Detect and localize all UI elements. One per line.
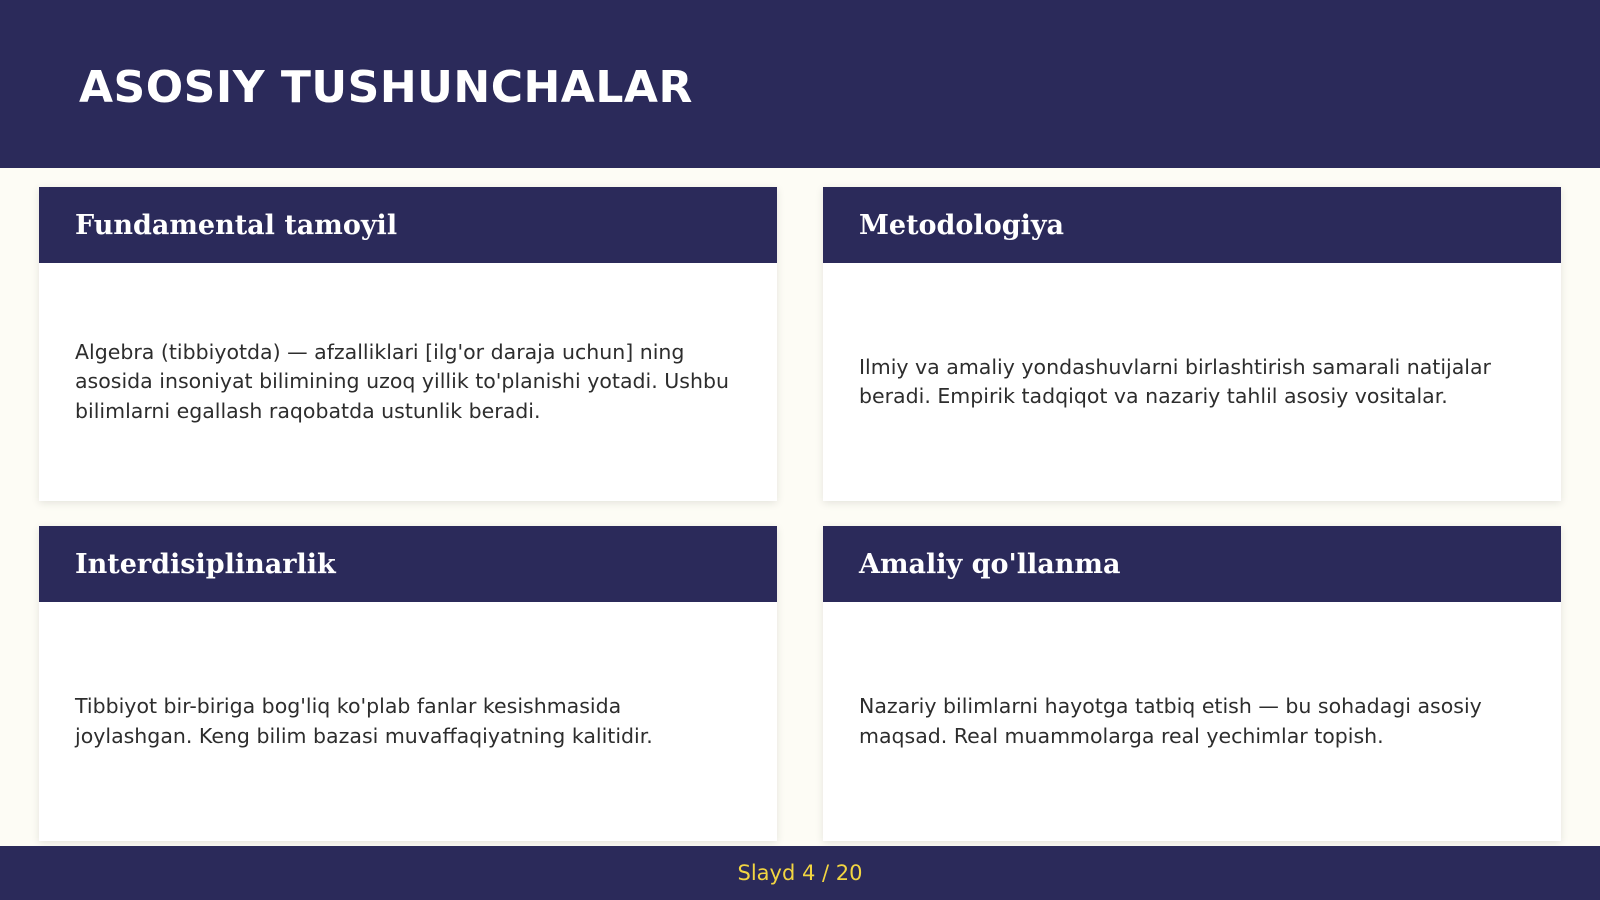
card-interdisiplinarlik [39,526,777,841]
card-text: Nazariy bilimlarni hayotga tatbiq etish — bu sohadagi asosiy maqsad. Real muammolarga real yechimlar topish. [859,694,1482,748]
slide-counter: Slayd 4 / 20 [737,861,863,885]
card-body [823,602,1561,841]
slide-header [0,0,1600,168]
card-body [39,602,777,841]
card-header [39,526,777,602]
card-body [823,263,1561,501]
card-text: Algebra (tibbiyotda) — afzalliklari [ilg'or daraja uchun] ning asosida insoniyat bilimining uzoq yillik to'planishi yotadi. Ushbu bilimlarni egallash raqobatda ustunlik beradi. [75,339,729,423]
card-text: Tibbiyot bir-biriga bog'liq ko'plab fanlar kesishmasida joylashgan. Keng bilim bazasi muvaffaqiyatning kalitidir. [75,694,653,748]
card-amaliy-qollanma [823,526,1561,841]
card-title: Metodologiya [859,209,1065,241]
card-title: Interdisiplinarlik [75,548,336,580]
card-body [39,263,777,501]
card-header [823,187,1561,263]
card-text: Ilmiy va amaliy yondashuvlarni birlashtirish samarali natijalar beradi. Empirik tadqiqot va nazariy tahlil asosiy vositalar. [859,354,1491,408]
slide-title: ASOSIY TUSHUNCHALAR [79,62,693,113]
card-title: Fundamental tamoyil [75,209,398,241]
card-fundamental-tamoyil [39,187,777,501]
card-header [39,187,777,263]
card-header [823,526,1561,602]
slide-footer [0,846,1600,900]
card-metodologiya [823,187,1561,501]
card-title: Amaliy qo'llanma [859,548,1121,580]
